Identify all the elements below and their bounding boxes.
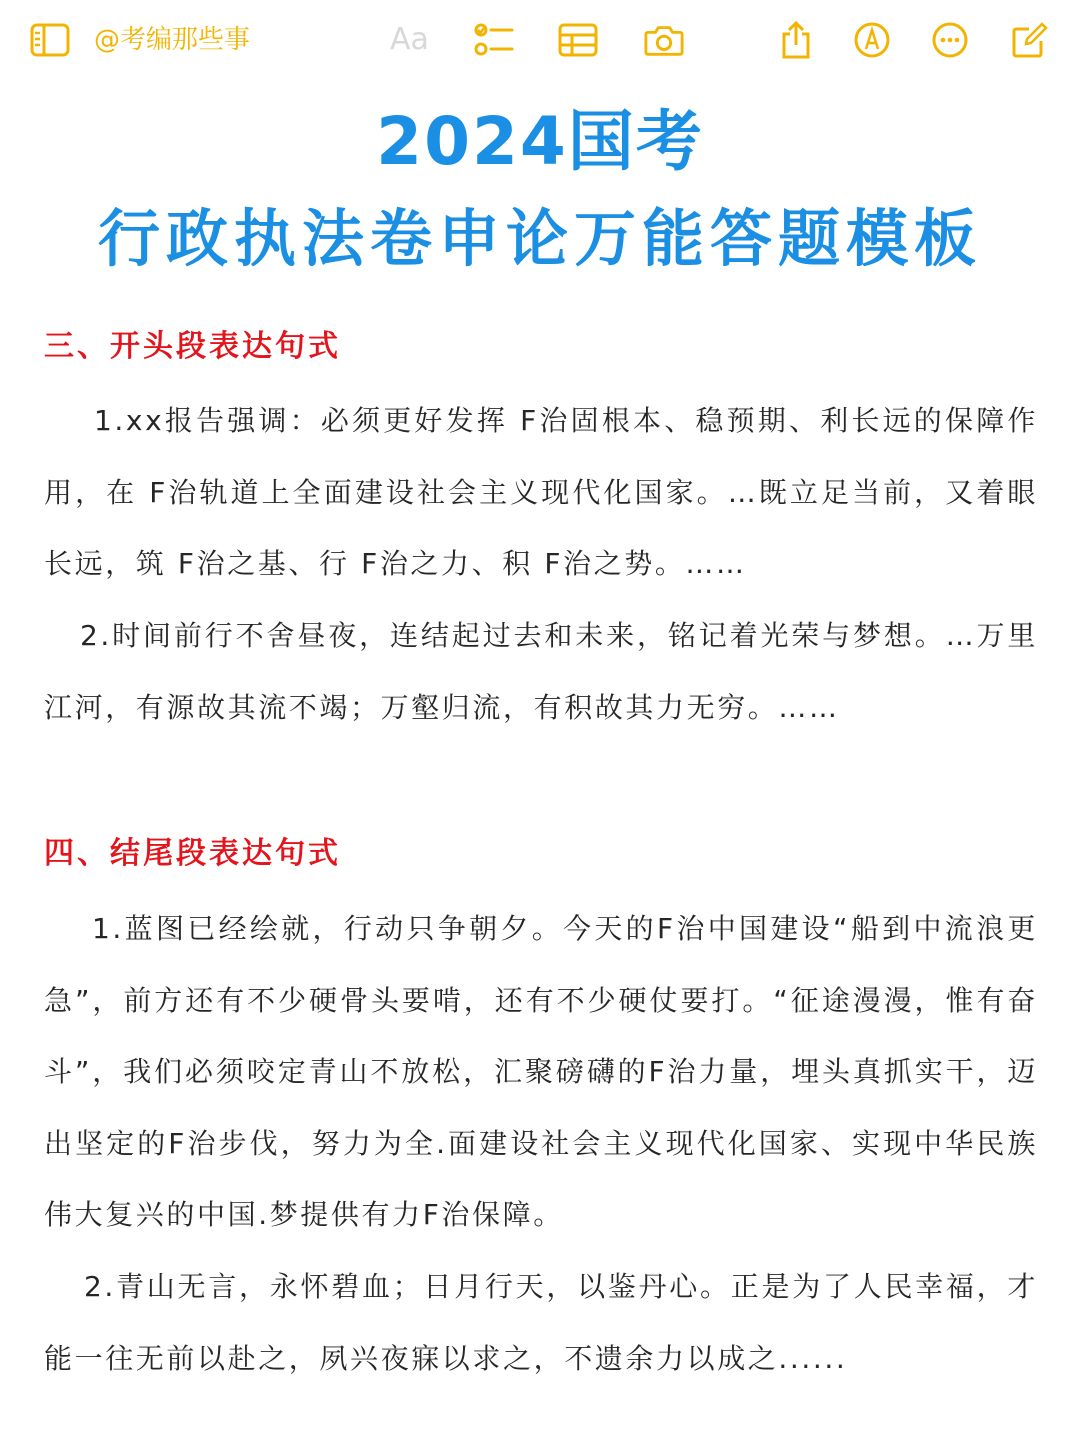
sidebar-icon[interactable] bbox=[30, 20, 70, 60]
more-icon[interactable] bbox=[930, 20, 970, 60]
format-text-button[interactable]: Aa bbox=[390, 22, 429, 57]
title-line-1: 2024国考 bbox=[376, 103, 704, 180]
paragraph: 2.青山无言，永怀碧血；日月行天，以鉴丹心。正是为了人民幸福，才能一往无前以赴之，夙兴夜寐以求之，不遗余力以成之...... bbox=[44, 1270, 1038, 1375]
checklist-icon[interactable] bbox=[474, 20, 514, 60]
compose-icon[interactable] bbox=[1010, 20, 1050, 60]
notes-toolbar bbox=[0, 0, 1080, 80]
section-heading-closing: 四、结尾段表达句式 bbox=[44, 836, 341, 871]
table-icon[interactable] bbox=[558, 20, 598, 60]
share-icon[interactable] bbox=[776, 20, 816, 60]
section-heading-opening: 三、开头段表达句式 bbox=[44, 329, 341, 364]
account-handle: @考编那些事 bbox=[94, 25, 251, 55]
markup-icon[interactable] bbox=[852, 20, 892, 60]
paragraph: 2.时间前行不舍昼夜，连结起过去和未来，铭记着光荣与梦想。…万里江河，有源故其流不竭；万壑归流，有积故其力无穷。…… bbox=[44, 619, 1038, 724]
title-line-2: 行政执法卷申论万能答题模板 bbox=[97, 202, 982, 275]
paragraph: 1.xx报告强调：必须更好发挥 F治固根本、稳预期、利长远的保障作用，在 F治轨道上全面建设社会主义现代化国家。…既立足当前，又着眼长远，筑 F治之基、行 F治之力、积 F治之势。…… bbox=[44, 404, 1038, 580]
camera-icon[interactable] bbox=[644, 20, 684, 60]
paragraph: 1.蓝图已经绘就，行动只争朝夕。今天的F治中国建设“船到中流浪更急”，前方还有不少硬骨头要啃，还有不少硬仗要打。“征途漫漫，惟有奋斗”，我们必须咬定青山不放松，汇聚磅礴的F治力量，埋头真抓实干，迈出坚定的F治步伐，努力为全.面建设社会主义现代化国家、实现中华民族伟大复兴的中国.梦提供有力F治保障。 bbox=[44, 912, 1038, 1231]
